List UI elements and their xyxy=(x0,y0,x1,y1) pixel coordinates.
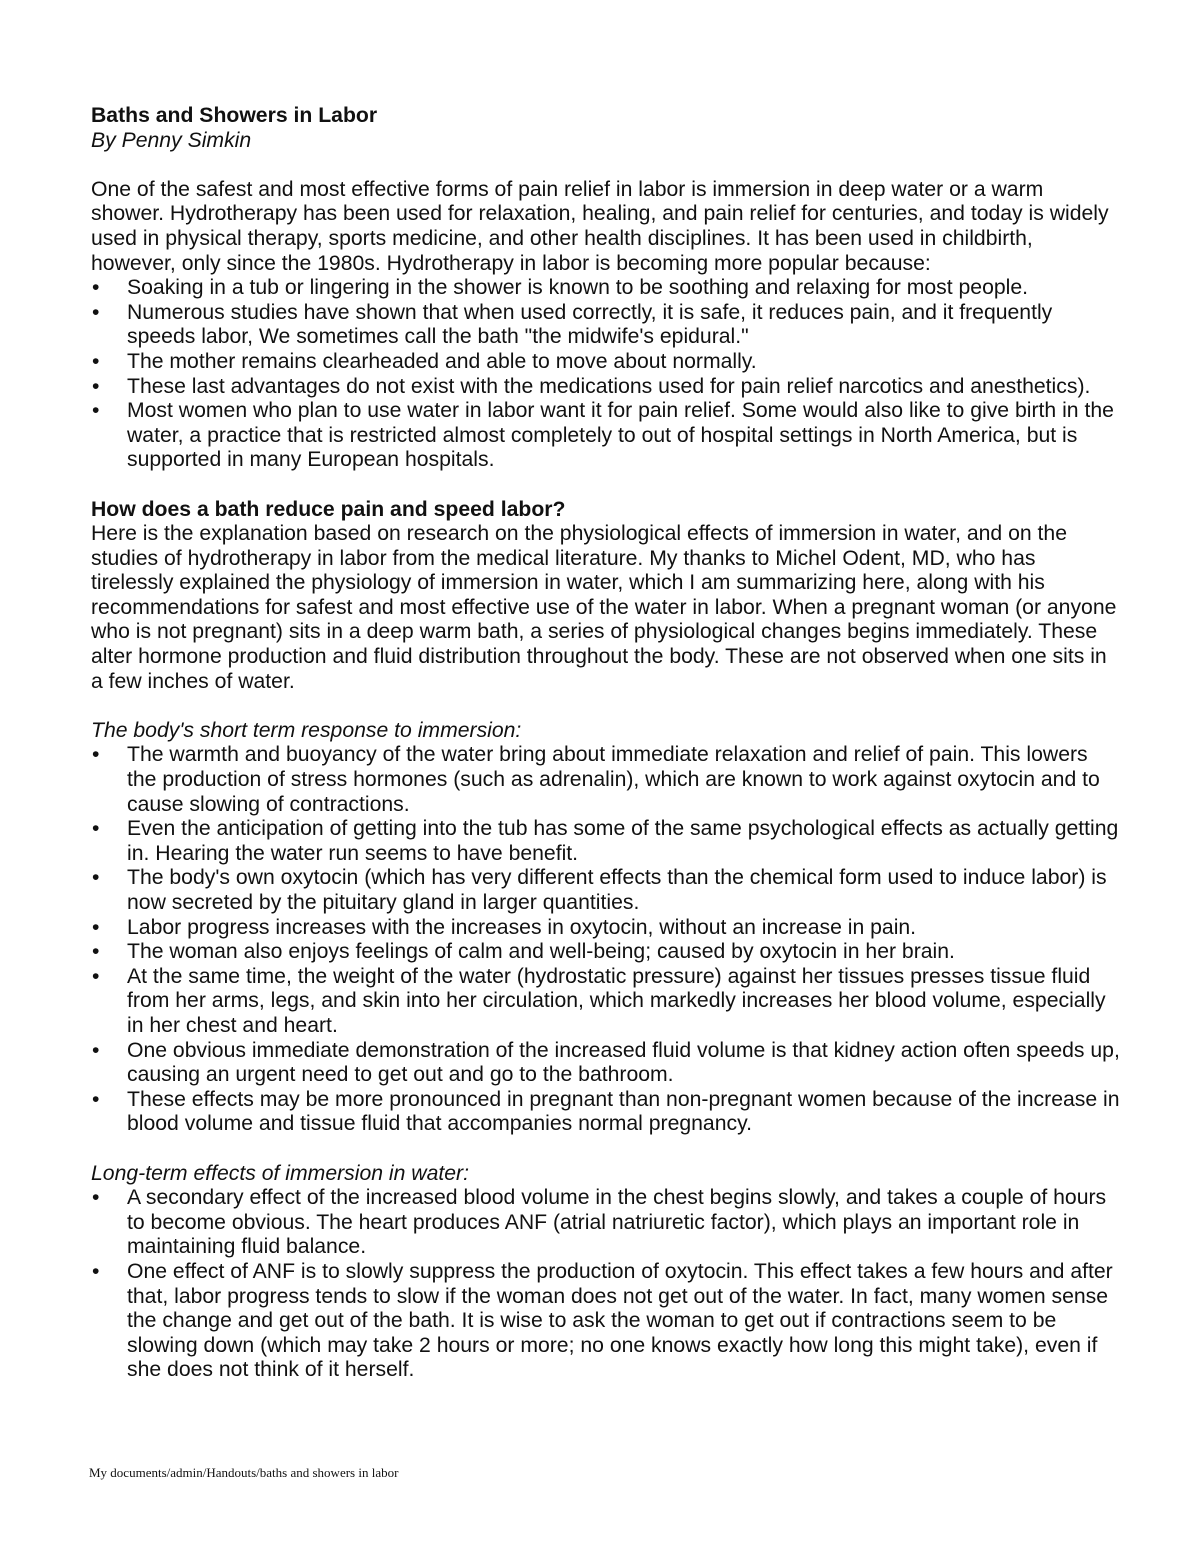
list-item-text: These effects may be more pronounced in pregnant than non-pregnant women because of the increase in blood volume and tissue fluid that accompanies normal pregnancy. xyxy=(127,1087,1120,1136)
list-item-text: The mother remains clearheaded and able to move about normally. xyxy=(127,349,757,373)
list-item xyxy=(91,965,1121,1039)
list-item-text: The warmth and buoyancy of the water bring about immediate relaxation and relief of pain. This lowers the production of stress hormones (such as adrenalin), which are known to work against oxytocin and to cause slowing of contractions. xyxy=(127,743,1100,816)
long-term-heading: Long-term effects of immersion in water: xyxy=(91,1161,469,1185)
bullet-icon: • xyxy=(92,276,100,300)
list-item-text: Numerous studies have shown that when used correctly, it is safe, it reduces pain, and it frequently speeds labor, We sometimes call the bath "the midwife's epidural." xyxy=(127,300,1053,349)
list-item xyxy=(91,1260,1121,1383)
list-item-text: These last advantages do not exist with the medications used for pain relief narcotics and anesthetics). xyxy=(127,374,1091,398)
list-item xyxy=(91,350,1121,375)
bullet-icon: • xyxy=(92,374,100,398)
bullet-icon: • xyxy=(92,349,100,373)
bullet-icon: • xyxy=(92,964,100,988)
intro-bullet-list xyxy=(91,276,1121,473)
list-item xyxy=(91,1088,1121,1137)
list-item-text: Even the anticipation of getting into the tub has some of the same psychological effects as actually getting in. Hearing the water run seems to have benefit. xyxy=(127,817,1119,865)
list-item-text: The body's own oxytocin (which has very different effects than the chemical form used to induce labor) is now secreted by the pituitary gland in larger quantities. xyxy=(127,866,1107,914)
list-item-text: A secondary effect of the increased blood volume in the chest begins slowly, and takes a couple of hours to become obvious. The heart produces ANF (atrial natriuretic factor), which plays an important role in maintaining fluid balance. xyxy=(127,1186,1107,1259)
list-item xyxy=(91,301,1121,350)
bullet-icon: • xyxy=(92,817,100,841)
list-item xyxy=(91,940,1121,965)
bullet-icon: • xyxy=(92,743,100,767)
section-paragraph: Here is the explanation based on research on the physiological effects of immersion in water, and on the studies of hydrotherapy in labor from the medical literature. My thanks to Michel Odent, MD, who has tirelessly explained the physiology of immersion in water, which I am summarizing here, along with his recommendations for safest and most effective use of the water in labor. When a pregnant woman (or anyone who is not pregnant) sits in a deep warm bath, a series of physiological changes begins immediately. These alter hormone production and fluid distribution throughout the body. These are not observed when one sits in a few inches of water. xyxy=(91,522,1117,693)
list-item xyxy=(91,817,1121,866)
bullet-icon: • xyxy=(92,399,100,423)
short-term-heading: The body's short term response to immersion: xyxy=(91,718,522,742)
bullet-icon: • xyxy=(92,866,100,890)
section-heading: How does a bath reduce pain and speed labor? xyxy=(91,497,566,521)
list-item-text: Most women who plan to use water in labor want it for pain relief. Some would also like to give birth in the water, a practice that is restricted almost completely to out of hospital settings in North America, but is supported in many European hospitals. xyxy=(127,399,1114,472)
bullet-icon: • xyxy=(92,300,100,324)
document-title: Baths and Showers in Labor xyxy=(91,104,378,127)
list-item xyxy=(91,866,1121,915)
list-item xyxy=(91,743,1121,817)
long-term-bullet-list xyxy=(91,1186,1121,1383)
list-item-text: Labor progress increases with the increases in oxytocin, without an increase in pain. xyxy=(127,915,917,939)
list-item-text: At the same time, the weight of the water (hydrostatic pressure) against her tissues presses tissue fluid from her arms, legs, and skin into her circulation, which markedly increases her blood volume, especially in her chest and heart. xyxy=(127,964,1106,1037)
list-item-text: The woman also enjoys feelings of calm and well-being; caused by oxytocin in her brain. xyxy=(127,940,955,964)
footer-file-path: My documents/admin/Handouts/baths and showers in labor xyxy=(89,1465,399,1480)
list-item xyxy=(91,916,1121,941)
list-item-text: One obvious immediate demonstration of the increased fluid volume is that kidney action often speeds up, causing an urgent need to get out and go to the bathroom. xyxy=(127,1038,1120,1087)
list-item xyxy=(91,276,1121,301)
bullet-icon: • xyxy=(92,1259,100,1283)
short-term-bullet-list xyxy=(91,743,1121,1137)
bullet-icon: • xyxy=(92,940,100,964)
list-item xyxy=(91,375,1121,400)
list-item xyxy=(91,1039,1121,1088)
list-item xyxy=(91,1186,1121,1260)
list-item-text: One effect of ANF is to slowly suppress the production of oxytocin. This effect takes a few hours and after that, labor progress tends to slow if the woman does not get out of the water. In fact, many women sense the change and get out of the bath. It is wise to ask the woman to get out if contractions seem to be slowing down (which may take 2 hours or more; no one knows exactly how long this might take), even if she does not think of it herself. xyxy=(127,1259,1113,1382)
list-item xyxy=(91,399,1121,473)
document-author: By Penny Simkin xyxy=(91,128,252,152)
list-item-text: Soaking in a tub or lingering in the shower is known to be soothing and relaxing for most people. xyxy=(127,276,1029,300)
intro-paragraph: One of the safest and most effective forms of pain relief in labor is immersion in deep water or a warm shower. Hydrotherapy has been used for relaxation, healing, and pain relief for centuries, and today is widely used in physical therapy, sports medicine, and other health disciplines. It has been used in childbirth, however, only since the 1980s. Hydrotherapy in labor is becoming more popular because: xyxy=(91,177,1109,275)
bullet-icon: • xyxy=(92,1186,100,1210)
bullet-icon: • xyxy=(92,1087,100,1111)
bullet-icon: • xyxy=(92,915,100,939)
bullet-icon: • xyxy=(92,1038,100,1062)
document-page xyxy=(91,104,1121,1383)
